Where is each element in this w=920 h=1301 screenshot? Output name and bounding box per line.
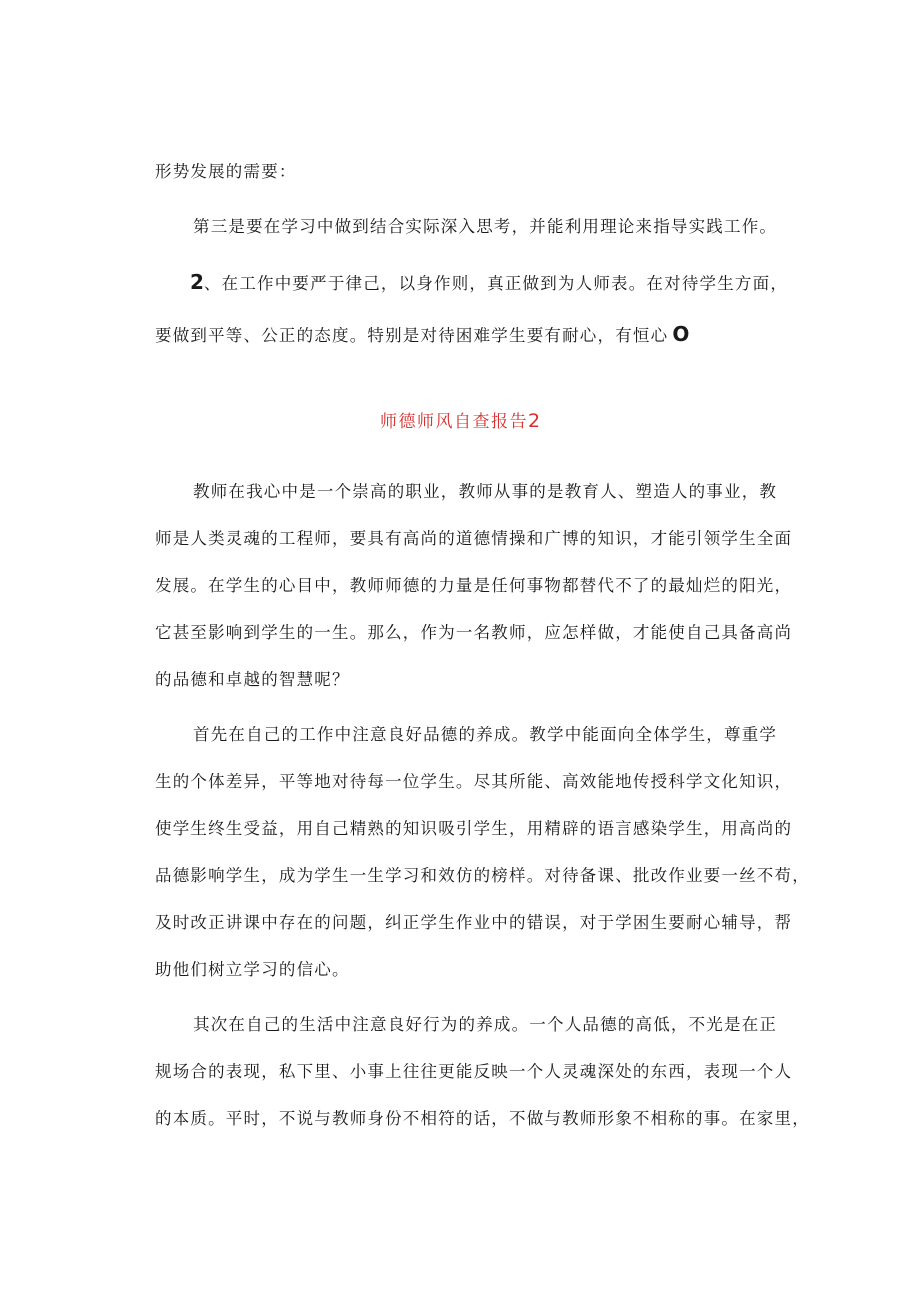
text-line: 它甚至影响到学生的一生。那么，作为一名教师，应怎样做，才能使自己具备高尚: [155, 623, 793, 642]
text-line: 及时改正讲课中存在的问题，纠正学生作业中的错误，对于学困生要耐心辅导，帮: [155, 913, 793, 932]
text-line: 形势发展的需要：: [155, 162, 297, 181]
text-line: 发展。在学生的心目中，教师师德的力量是任何事物都替代不了的最灿烂的阳光，: [155, 576, 793, 595]
text-line: 助他们树立学习的信心。: [155, 960, 350, 979]
text-line: 首先在自己的工作中注意良好品德的养成。教学中能面向全体学生，尊重学: [193, 725, 778, 744]
title-text: 师德师风自查报告: [379, 412, 528, 432]
text-line: 品德影响学生，成为学生一生学习和效仿的榜样。对待备课、批改作业要一丝不苟，: [155, 866, 810, 885]
list-number: 2: [190, 270, 204, 294]
section-title: [0, 409, 920, 434]
text-line: 的本质。平时，不说与教师身份不相符的话，不做与教师形象不相称的事。在家里，: [155, 1109, 810, 1128]
text-segment: 、在工作中要严于律己，以身作则，真正做到为人师表。在对待学生方面，: [203, 274, 789, 293]
text-line: 其次在自己的生活中注意良好行为的养成。一个人品德的高低，不光是在正: [193, 1015, 778, 1034]
text-line: 规场合的表现，私下里、小事上往往更能反映一个人灵魂深处的东西，表现一个人: [155, 1062, 793, 1081]
text-segment: O: [672, 322, 690, 346]
text-line: 的品德和卓越的智慧呢？: [155, 670, 350, 689]
text-line: 生的个体差异，平等地对待每一位学生。尽其所能、高效能地传授科学文化知识，: [155, 772, 793, 791]
text-line: 第三是要在学习中做到结合实际深入思考，并能利用理论来指导实践工作。: [193, 217, 778, 236]
text-line: [155, 322, 770, 348]
text-line: 教师在我心中是一个崇高的职业，教师从事的是教育人、塑造人的事业，教: [193, 482, 778, 501]
title-number: 2: [527, 410, 541, 432]
text-line: 师是人类灵魂的工程师，要具有高尚的道德情操和广博的知识，才能引领学生全面: [155, 529, 793, 548]
text-line: 使学生终生受益，用自己精熟的知识吸引学生，用精辟的语言感染学生，用高尚的: [155, 819, 793, 838]
text-segment: 要做到平等、公正的态度。特别是对待困难学生要有耐心，有恒心: [155, 326, 669, 345]
list-item-2: [190, 270, 789, 296]
